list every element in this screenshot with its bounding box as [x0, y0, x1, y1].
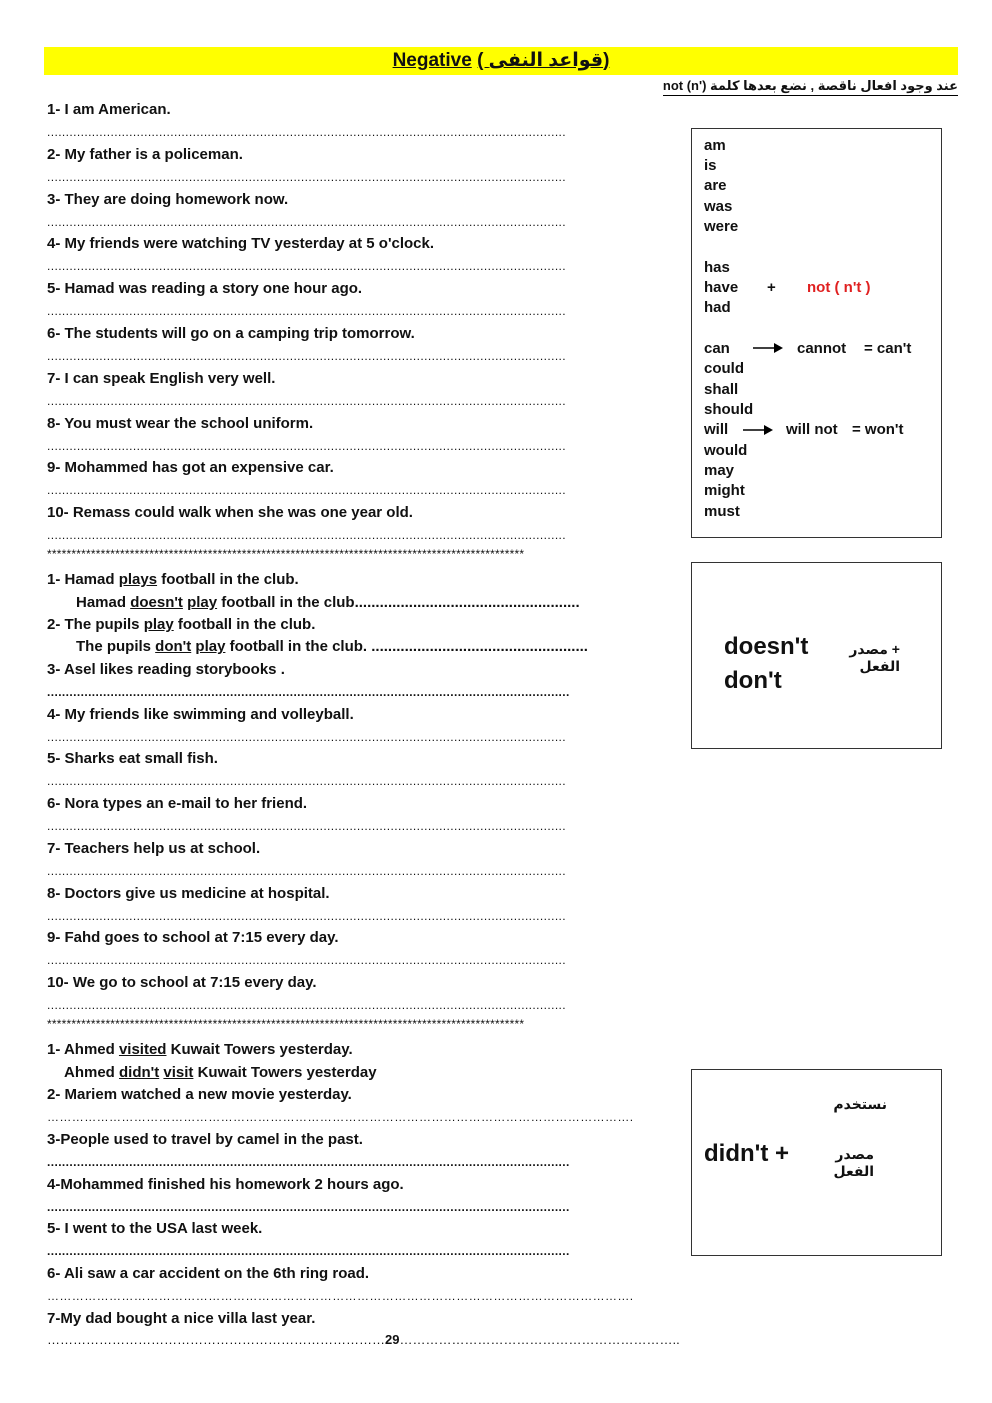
answer-line[interactable]: ............................................................................................................................................ — [47, 685, 570, 699]
question: 1- I am American. — [47, 101, 171, 118]
answer-line[interactable]: ............................................................................................................................................ — [47, 1244, 570, 1258]
verb-are: are — [704, 177, 727, 194]
question: 5- I went to the USA last week. — [47, 1220, 263, 1237]
verb-was: was — [704, 198, 733, 215]
page-number: 29 — [385, 1332, 400, 1347]
present-negative-box — [691, 562, 942, 749]
question: 4- My friends like swimming and volleyball. — [47, 706, 354, 723]
answer-line[interactable]: ........................................................................................................................................... — [47, 394, 567, 408]
answer-line[interactable]: ........................................................................................................................................... — [47, 730, 567, 744]
answer-line[interactable]: ........................................................................................................................................... — [47, 953, 567, 967]
title-english: Negative — [392, 50, 472, 71]
arrow-right-icon — [752, 341, 784, 355]
title-arabic: ( قواعد النفى) — [477, 50, 610, 71]
question: 7- I can speak English very well. — [47, 370, 276, 387]
didnt-label: didn't + — [704, 1140, 790, 1167]
verb-had: had — [704, 299, 731, 316]
verb-have: have — [704, 279, 739, 296]
question: 6- Ali saw a car accident on the 6th ring road. — [47, 1265, 370, 1282]
answer-line[interactable]: ........................................................................................................................................... — [47, 998, 567, 1012]
answer-line[interactable]: ........................................................................................................................................... — [47, 909, 567, 923]
verb-could: could — [704, 360, 744, 377]
question: 3-People used to travel by camel in the past. — [47, 1131, 363, 1148]
separator: ************************************************************************************************** — [47, 1017, 525, 1031]
question: 3- Asel likes reading storybooks . — [47, 661, 285, 678]
answer-line[interactable]: ........................................................................................................................................... — [47, 349, 567, 363]
cant: = can't — [864, 340, 912, 357]
question: 5- Hamad was reading a story one hour ago. — [47, 280, 363, 297]
modal-verbs-box — [691, 128, 942, 538]
doesnt-label: doesn't — [724, 633, 809, 660]
dont-label: don't — [724, 667, 782, 694]
verb-has: has — [704, 259, 730, 276]
example-question: 2- The pupils play football in the club. — [47, 616, 316, 633]
cannot: cannot — [797, 340, 847, 357]
answer-line[interactable]: ……………………………………………………………………………………………………………………………. — [47, 1110, 634, 1124]
footer-dots[interactable]: ……………………………………………………….. — [399, 1332, 680, 1347]
answer-line[interactable]: ........................................................................................................................................... — [47, 864, 567, 878]
answer-line[interactable]: ........................................................................................................................................... — [47, 170, 567, 184]
question: 10- We go to school at 7:15 every day. — [47, 974, 317, 991]
example-answer: The pupils don't play football in the club. .................................................... — [76, 638, 588, 655]
verb-must: must — [704, 503, 740, 520]
verb-can: can — [704, 340, 730, 357]
answer-line[interactable]: ........................................................................................................................................... — [47, 528, 567, 542]
answer-line[interactable]: ........................................................................................................................................... — [47, 439, 567, 453]
verb-may: may — [704, 462, 735, 479]
verb-would: would — [704, 442, 748, 459]
question: 2- Mariem watched a new movie yesterday. — [47, 1086, 352, 1103]
masdar-note: مصدر الفعل — [833, 1146, 874, 1179]
answer-line[interactable]: ........................................................................................................................................... — [47, 483, 567, 497]
question: 4- My friends were watching TV yesterday at 5 o'clock. — [47, 235, 435, 252]
question: 4-Mohammed finished his homework 2 hours ago. — [47, 1176, 404, 1193]
verb-shall: shall — [704, 381, 739, 398]
past-negative-box — [691, 1069, 942, 1256]
answer-line[interactable]: ........................................................................................................................................... — [47, 259, 567, 273]
answer-line[interactable]: ........................................................................................................................................... — [47, 774, 567, 788]
answer-line[interactable]: ........................................................................................................................................... — [47, 215, 567, 229]
answer-line[interactable]: ........................................................................................................................................... — [47, 125, 567, 139]
verb-is: is — [704, 157, 717, 174]
not-label: not ( n't ) — [807, 279, 871, 296]
wont: = won't — [852, 421, 904, 438]
example-answer: Ahmed didn't visit Kuwait Towers yesterday — [64, 1064, 377, 1081]
verb-will: will — [704, 421, 729, 438]
arrow-right-icon — [742, 423, 774, 437]
masdar-note: + مصدر الفعل — [849, 641, 900, 674]
question: 8- You must wear the school uniform. — [47, 415, 314, 432]
question: 9- Mohammed has got an expensive car. — [47, 459, 334, 476]
example-answer: Hamad doesn't play football in the club...................................................... — [76, 594, 580, 611]
question: 7- Teachers help us at school. — [47, 840, 261, 857]
verb-should: should — [704, 401, 754, 418]
answer-line[interactable]: ............................................................................................................................................ — [47, 1200, 570, 1214]
verb-were: were — [704, 218, 739, 235]
question: 6- Nora types an e-mail to her friend. — [47, 795, 308, 812]
question: 8- Doctors give us medicine at hospital. — [47, 885, 330, 902]
answer-line[interactable]: ............................................................................................................................................ — [47, 1155, 570, 1169]
arabic-note: عند وجود افعال ناقصة , نضع بعدها كلمة not (n') — [663, 78, 958, 96]
question: 3- They are doing homework now. — [47, 191, 289, 208]
footer-dots[interactable]: …………………………………………………………………… — [47, 1332, 385, 1347]
question: 2- My father is a policeman. — [47, 146, 243, 163]
separator: ************************************************************************************************** — [47, 547, 525, 561]
footer-line — [47, 1332, 680, 1347]
answer-line[interactable]: ........................................................................................................................................... — [47, 819, 567, 833]
example-question: 1- Ahmed visited Kuwait Towers yesterday. — [47, 1041, 353, 1058]
question: 6- The students will go on a camping trip tomorrow. — [47, 325, 415, 342]
will-not: will not — [786, 421, 838, 438]
plus-sign: + — [767, 279, 776, 296]
question: 9- Fahd goes to school at 7:15 every day. — [47, 929, 339, 946]
question: 10- Remass could walk when she was one year old. — [47, 504, 413, 521]
example-question: 1- Hamad plays football in the club. — [47, 571, 299, 588]
page-title-banner — [44, 47, 958, 75]
use-note: نستخدم — [833, 1096, 887, 1112]
answer-line[interactable]: ........................................................................................................................................... — [47, 304, 567, 318]
answer-line[interactable]: ……………………………………………………………………………………………………………………………. — [47, 1289, 634, 1303]
question: 5- Sharks eat small fish. — [47, 750, 218, 767]
question: 7-My dad bought a nice villa last year. — [47, 1310, 316, 1327]
verb-might: might — [704, 482, 745, 499]
verb-am: am — [704, 137, 726, 154]
